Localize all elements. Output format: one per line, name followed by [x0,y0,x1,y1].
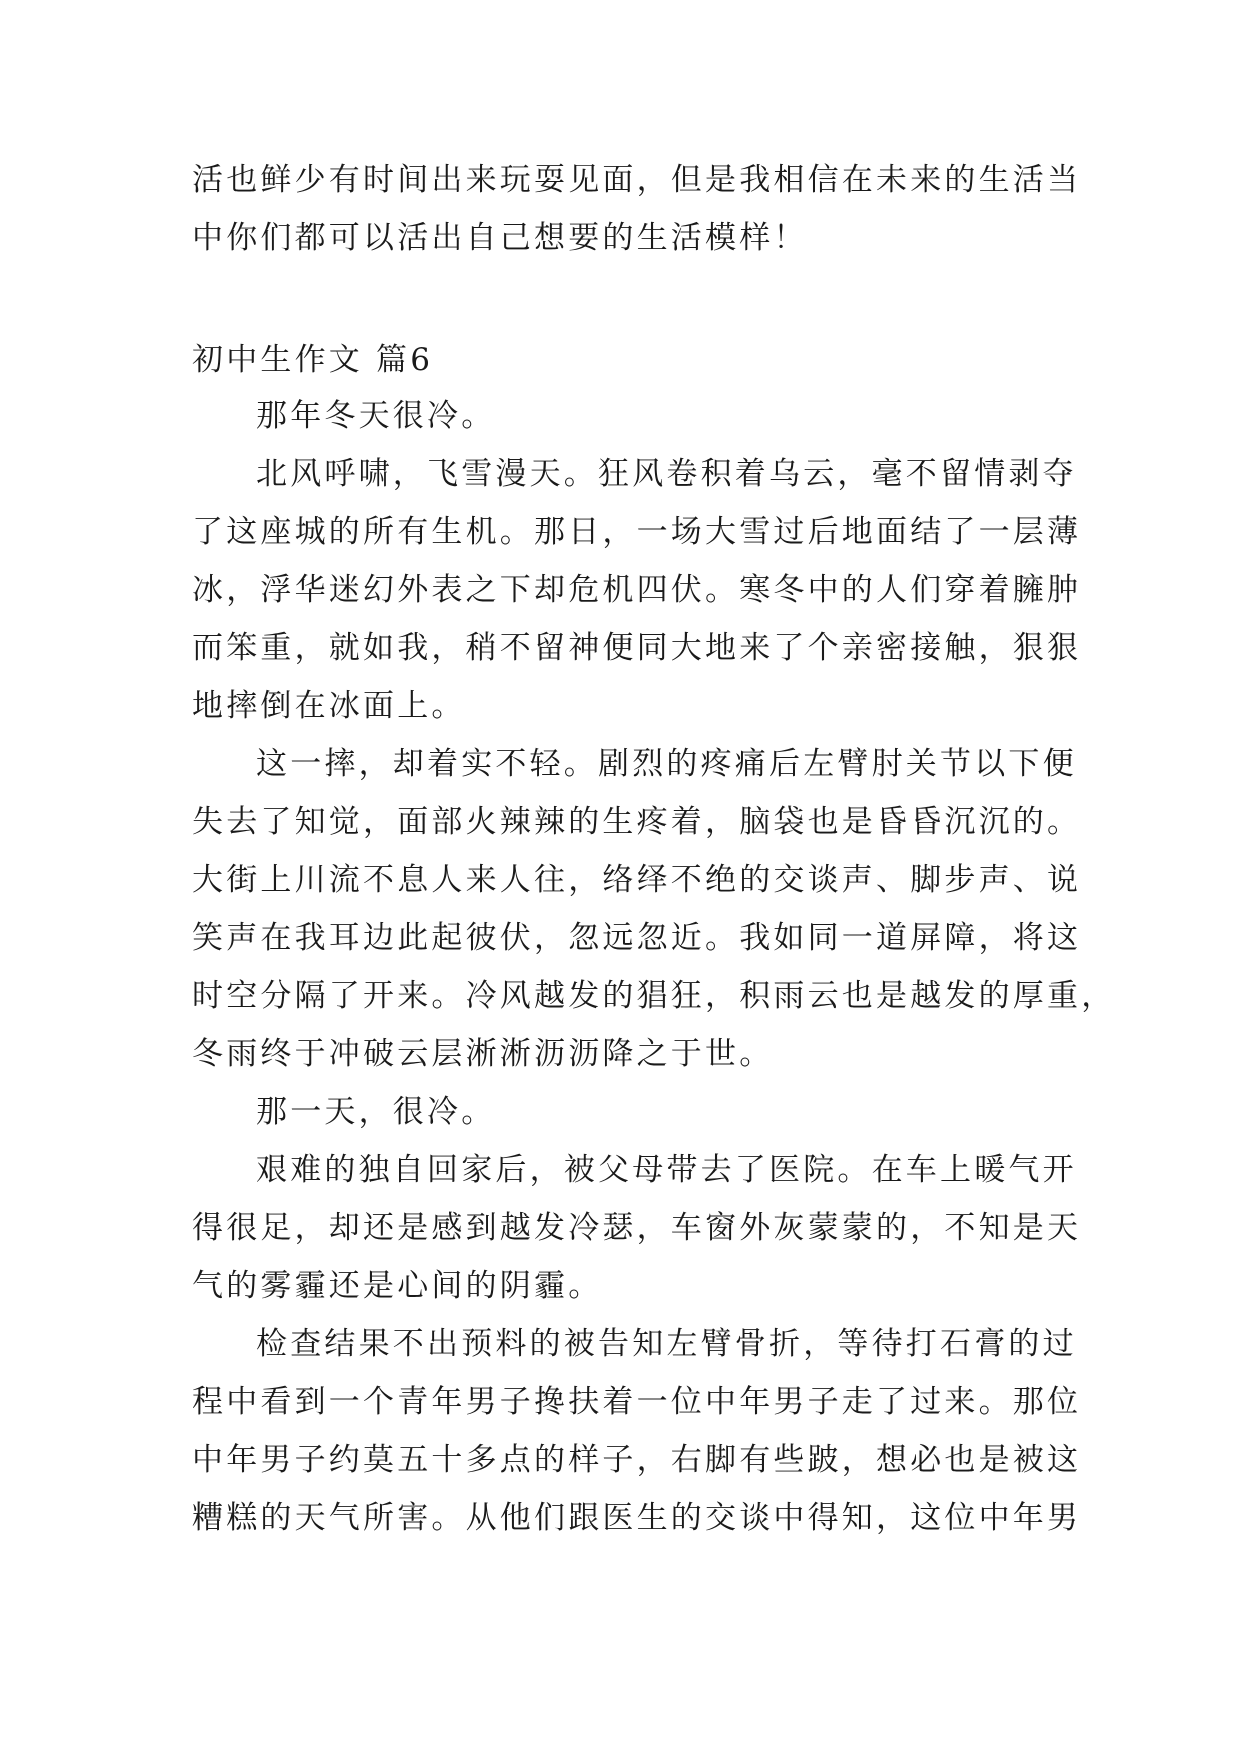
section-heading: 初中生作文 篇6 [192,342,434,378]
paragraph-line: 那年冬天很冷。 [256,398,496,434]
paragraph-line: 时空分隔了开来。冷风越发的猖狂，积雨云也是越发的厚重， [192,978,1116,1014]
paragraph-line: 糟糕的天气所害。从他们跟医生的交谈中得知，这位中年男 [192,1500,1082,1536]
paragraph-line: 北风呼啸，飞雪漫天。狂风卷积着乌云，毫不留情剥夺 [256,456,1077,492]
paragraph-line: 气的雾霾还是心间的阴霾。 [192,1268,603,1304]
paragraph-line: 那一天，很冷。 [256,1094,496,1130]
paragraph-line: 这一摔，却着实不轻。剧烈的疼痛后左臂肘关节以下便 [256,746,1077,782]
intro-line: 中你们都可以活出自己想要的生活模样！ [192,220,808,256]
paragraph-line: 冬雨终于冲破云层淅淅沥沥降之于世。 [192,1036,774,1072]
paragraph-line: 中年男子约莫五十多点的样子，右脚有些跛，想必也是被这 [192,1442,1082,1478]
paragraph-line: 得很足，却还是感到越发冷瑟，车窗外灰蒙蒙的，不知是天 [192,1210,1082,1246]
paragraph-line: 而笨重，就如我，稍不留神便同大地来了个亲密接触，狠狠 [192,630,1082,666]
paragraph-line: 失去了知觉，面部火辣辣的生疼着，脑袋也是昏昏沉沉的。 [192,804,1082,840]
paragraph-line: 艰难的独自回家后，被父母带去了医院。在车上暖气开 [256,1152,1077,1188]
paragraph-line: 冰，浮华迷幻外表之下却危机四伏。寒冬中的人们穿着臃肿 [192,572,1082,608]
paragraph-line: 检查结果不出预料的被告知左臂骨折，等待打石膏的过 [256,1326,1077,1362]
intro-line: 活也鲜少有时间出来玩耍见面，但是我相信在未来的生活当 [192,162,1082,198]
paragraph-line: 程中看到一个青年男子搀扶着一位中年男子走了过来。那位 [192,1384,1082,1420]
paragraph-line: 了这座城的所有生机。那日，一场大雪过后地面结了一层薄 [192,514,1082,550]
paragraph-line: 笑声在我耳边此起彼伏，忽远忽近。我如同一道屏障，将这 [192,920,1082,956]
paragraph-line: 大街上川流不息人来人往，络绎不绝的交谈声、脚步声、说 [192,862,1082,898]
paragraph-line: 地摔倒在冰面上。 [192,688,466,724]
